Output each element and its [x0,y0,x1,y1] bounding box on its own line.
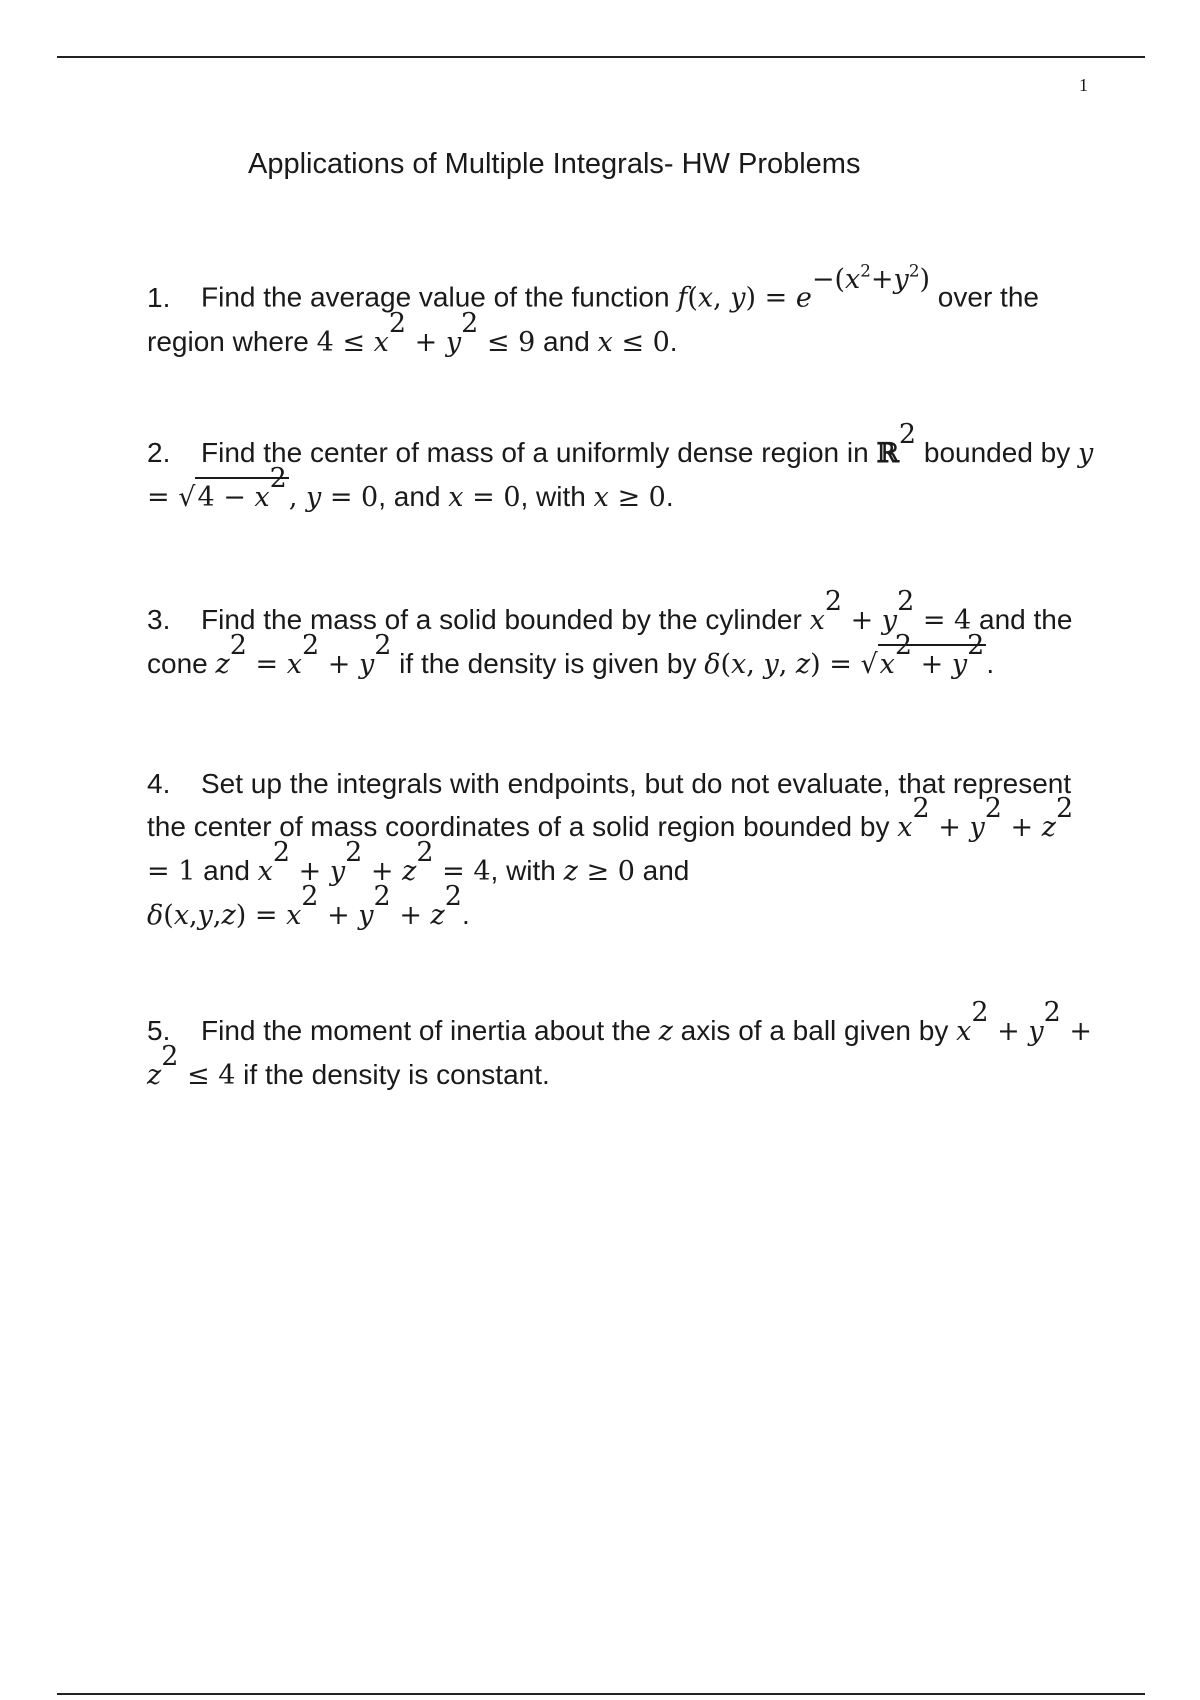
problem-text: and [634,855,690,886]
problem-3: 3. Find the mass of a solid bounded by the cylinder $x^2 + y^2 = 4$ and the cone $z^2 = x^2 + y^2$ if the density is given by δ(x, y, $z) = √x^2 + y^2$. [147,598,1097,686]
problem-text: , with [490,855,564,886]
problem-text: and [195,855,258,886]
problem-5: 5. Find the moment of inertia about the z axis of a ball given by $x^2 + y^2 + z^2 \le 4$ if the density is constant. [147,997,1093,1091]
page-title: Applications of Multiple Integrals- HW Problems [248,148,861,180]
problem-text: axis of a ball given by [672,1015,957,1046]
top-rule [57,56,1145,58]
problem-text: Find the center of mass of a uniformly dense region in [201,437,877,468]
problem-text: and [535,325,598,357]
problem-text: . [986,648,995,679]
problem-number: 5. [147,1015,171,1046]
math-expression: f [677,282,688,314]
problem-text: . [461,899,470,930]
problem-number: 1. [147,281,171,313]
problem-text: bounded by [916,437,1079,468]
sqrt-expression: $√4 - x^2$ [178,463,287,513]
sqrt-expression: $√x^2 + y^2$ [860,630,985,680]
problem-text: and the cone [147,604,1073,679]
problem-number: 3. [147,604,171,635]
bottom-rule [57,1693,1145,1695]
problem-text: . [669,325,678,357]
page-number: 1 [1079,75,1088,95]
problem-text: , and [378,481,449,512]
problem-text: over the region where [147,281,1039,357]
problem-2: 2. Find the center of mass of a uniformly dense region in ℝ$^2$ bounded by $y = √4 - x^2$, y = 0, and x = 0, with x ≥ 0. [147,431,1097,519]
problem-text: , with [520,481,594,512]
problem-number: 2. [147,437,171,468]
problem-text: . [665,481,674,512]
problem-text: Find the moment of inertia about the [201,1015,659,1046]
problem-1: 1. Find the average value of the function f(x, $y) = e^{-(x^2+y^2)}$ over the region where $4 \le x^2 + y^2 \le 9$ and x ≤ 0. [147,260,1039,358]
problem-text: Find the average value of the function [201,281,678,313]
problem-4: 4. Set up the integrals with endpoints, but do not evaluate, that represent the center of mass coordinates of a solid region bounded by $x^2 + y^2 + z^2 = 1$ and $x^2 + y^2 + z^2 = 4$, with z ≥ 0 and $\delta(x,y,z) = x^2 + y^2 + z^2$. [147,762,1097,937]
problem-text: if the density is constant. [235,1059,550,1090]
problem-text: Set up the integrals with endpoints, but do not evaluate, that represent the center of mass coordinates of a solid region bounded by [147,768,1072,842]
problem-text: Find the mass of a solid bounded by the cylinder [201,604,810,635]
problem-text: if the density is given by [391,648,705,679]
problem-number: 4. [147,768,171,799]
